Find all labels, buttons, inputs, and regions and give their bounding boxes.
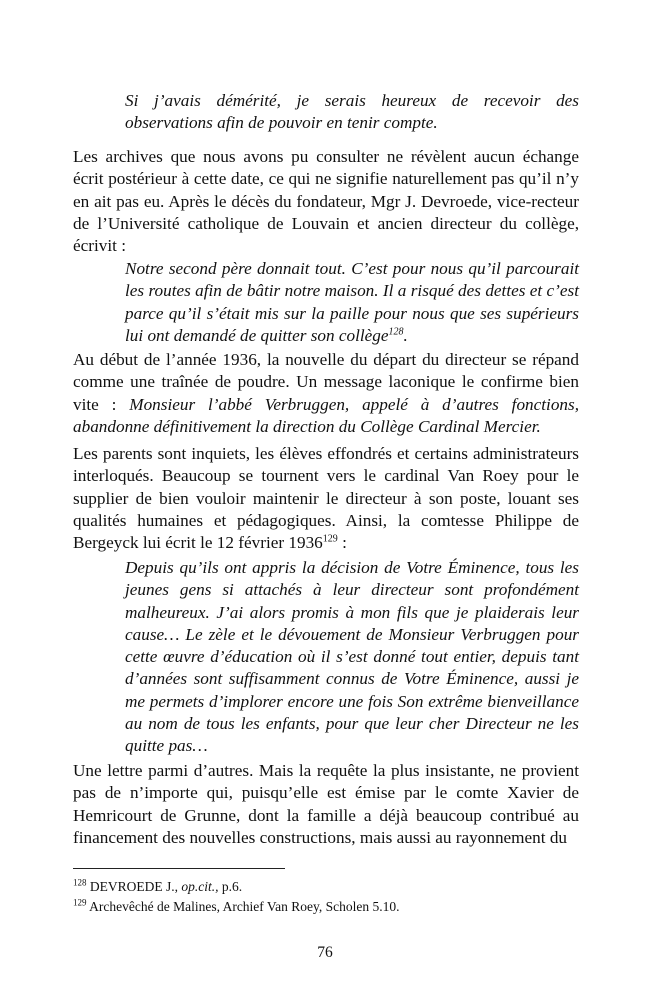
paragraph-2-text: Au début de l’année 1936, la nouvelle du départ du directeur se répand comme une traînée de poudre. Un message laconique le confirme bien vite : [73, 350, 579, 414]
paragraph-1 [73, 146, 579, 257]
paragraph-4-text: Une lettre parmi d’autres. Mais la requête la plus insistante, ne provient pas de n’importe qui, puisqu’elle est émise par le comte Xavier de Hemricourt de Grunne, dont la famille a déjà beaucoup contribué au financement des nouvelles constructions, mais aussi au rayonnement du [73, 761, 579, 847]
quote-2-text: Notre second père donnait tout. C’est pour nous qu’il parcourait les routes afin de bâtir notre maison. Il a risqué des dettes et c’est parce qu’il s’était mis sur la paille pour nous que ses supérieurs lui ont demandé de quitter son collège [125, 259, 579, 345]
block-quote-1 [125, 90, 579, 135]
block-quote-3 [125, 557, 579, 758]
quote-3-text: Depuis qu’ils ont appris la décision de Votre Éminence, tous les jeunes gens si attachés à leur directeur sont profondément malheureux. J’ai alors promis à mon fils que je plaiderais leur cause… Le zèle et le dévouement de Monsieur Verbruggen pour cette œuvre d’éducation où il s’est donné tout entier, depuis tant d’années sont suffisamment connus de Votre Éminence, aussi je me permets d’implorer encore une fois Son extrême bienveillance au nom de tous les enfants, pour que leur cher Directeur ne les quitte pas… [125, 558, 579, 756]
paragraph-3-end: : [337, 533, 347, 553]
footnote-ref-128[interactable]: 128 [388, 326, 404, 338]
paragraph-3-text: Les parents sont inquiets, les élèves effondrés et certains administrateurs interloqués. Beaucoup se tournent vers le cardinal Van Roey pour le supplier de bien vouloir maintenir le directeur à son poste, louant ses qualités humaines et pédagogiques. Ainsi, la comtesse Philippe de Bergeyck lui écrit le 12 février 1936 [73, 444, 579, 553]
paragraph-4 [73, 760, 579, 849]
footnote-129 [73, 898, 579, 915]
footnote-128-end: p.6. [218, 879, 243, 894]
page-number: 76 [317, 944, 333, 961]
paragraph-1-text: Les archives que nous avons pu consulter ne révèlent aucun échange écrit postérieur à cette date, ce qui ne signifie naturellement pas qu’il n’y en ait pas eu. Après le décès du fondateur, Mgr J. Devroede, vice-recteur de l’Université catholique de Louvain et ancien directeur du collège, écrivit : [73, 147, 579, 256]
footnote-128-text: DEVROEDE J., [86, 879, 182, 894]
footnote-128 [73, 878, 579, 895]
paragraph-2 [73, 349, 579, 438]
footnote-128-number: 128 [73, 877, 87, 888]
paragraph-3 [73, 443, 579, 554]
quote-2-end: . [403, 325, 408, 345]
footnote-129-text: Archevêché de Malines, Archief Van Roey, Scholen 5.10. [86, 899, 400, 914]
quote-1-text: Si j’avais démérité, je serais heureux de recevoir des observations afin de pouvoir en tenir compte. [125, 91, 579, 133]
footnote-129-number: 129 [73, 897, 87, 908]
footnote-128-italic: op.cit., [181, 879, 219, 894]
block-quote-2 [125, 258, 579, 347]
paragraph-2-italic-quote: Monsieur l’abbé Verbruggen, appelé à d’autres fonctions, abandonne définitivement la direction du Collège Cardinal Mercier. [73, 394, 579, 436]
footnote-ref-129[interactable]: 129 [322, 533, 338, 545]
footnote-divider [73, 868, 285, 869]
